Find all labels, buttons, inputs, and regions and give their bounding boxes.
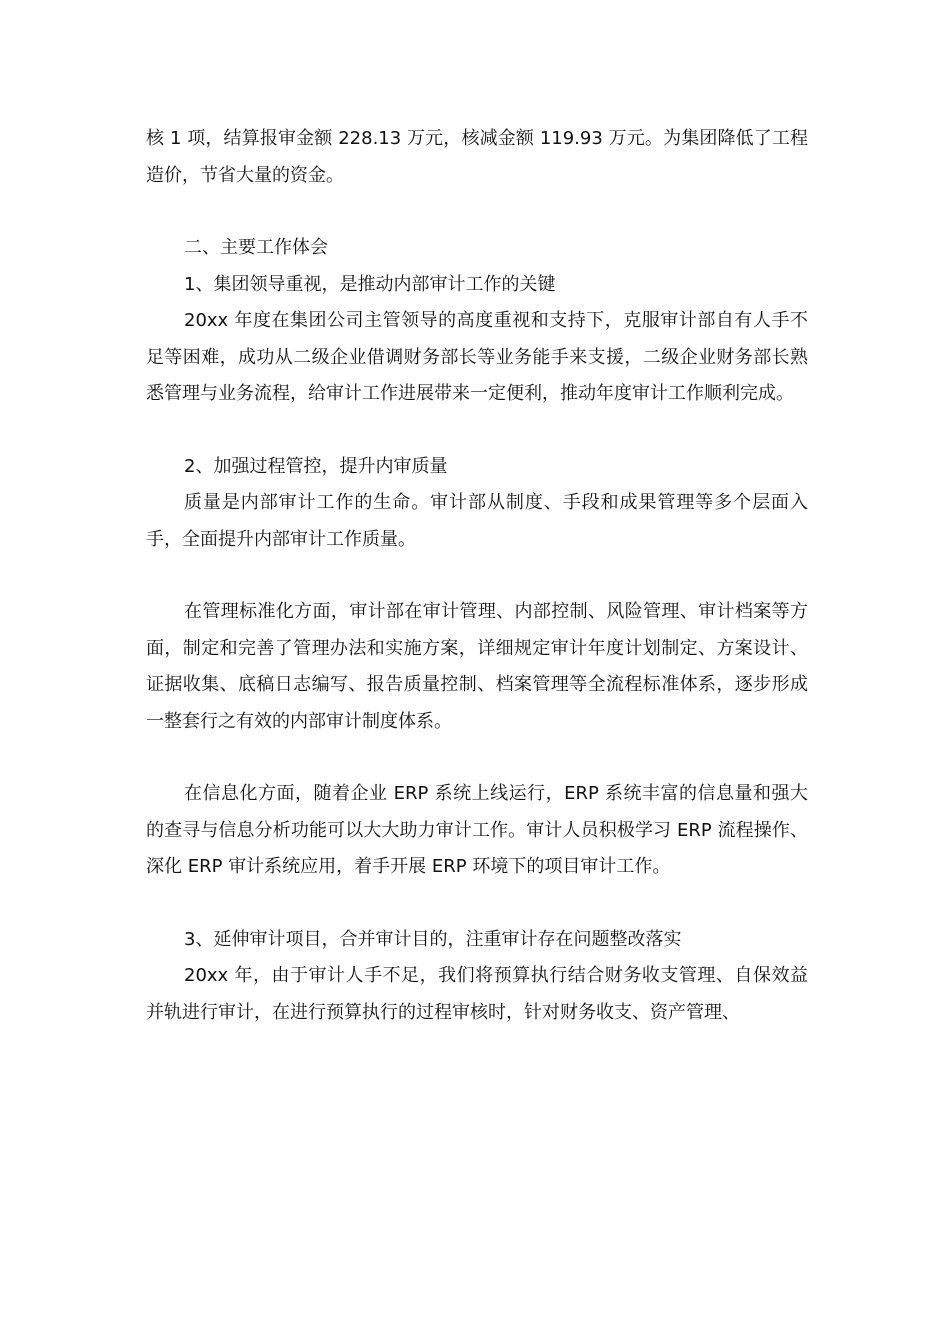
section-heading-main-experience: 二、主要工作体会 xyxy=(184,237,328,258)
paragraph-quality: 质量是内部审计工作的生命。审计部从制度、手段和成果管理等多个层面入手，全面提升内部审计工作质量。 xyxy=(146,492,808,550)
paragraph-leadership-support: 20xx 年度在集团公司主管领导的高度重视和支持下，克服审计部自有人手不足等困难，成功从二级企业借调财务部长等业务能手来支援，二级企业财务部长熟悉管理与业务流程，给审计工作进展带来一定便利，推动年度审计工作顺利完成。 xyxy=(146,310,808,404)
paragraph-settlement-summary: 核 1 项，结算报审金额 228.13 万元，核减金额 119.93 万元。为集团降低了工程造价，节省大量的资金。 xyxy=(146,128,808,186)
subheading-leadership: 1、集团领导重视，是推动内部审计工作的关键 xyxy=(184,273,556,295)
paragraph-standardization: 在管理标准化方面，审计部在审计管理、内部控制、风险管理、审计档案等方面，制定和完善了管理办法和实施方案，详细规定审计年度计划制定、方案设计、证据收集、底稿日志编写、报告质量控制、档案管理等全流程标准体系，逐步形成一整套行之有效的内部审计制度体系。 xyxy=(146,601,808,732)
paragraph-audit-manpower: 20xx 年，由于审计人手不足，我们将预算执行结合财务收支管理、自保效益并轨进行审计，在进行预算执行的过程审核时，针对财务收支、资产管理、 xyxy=(146,965,808,1023)
subheading-process-control: 2、加强过程管控，提升内审质量 xyxy=(184,455,448,477)
paragraph-informatization: 在信息化方面，随着企业 ERP 系统上线运行，ERP 系统丰富的信息量和强大的查寻与信息分析功能可以大大助力审计工作。审计人员积极学习 ERP 流程操作、深化 ERP 审计系统应用，着手开展 ERP 环境下的项目审计工作。 xyxy=(146,783,808,877)
document-page xyxy=(146,121,808,1031)
subheading-extend-audit: 3、延伸审计项目，合并审计目的，注重审计存在问题整改落实 xyxy=(184,928,682,950)
